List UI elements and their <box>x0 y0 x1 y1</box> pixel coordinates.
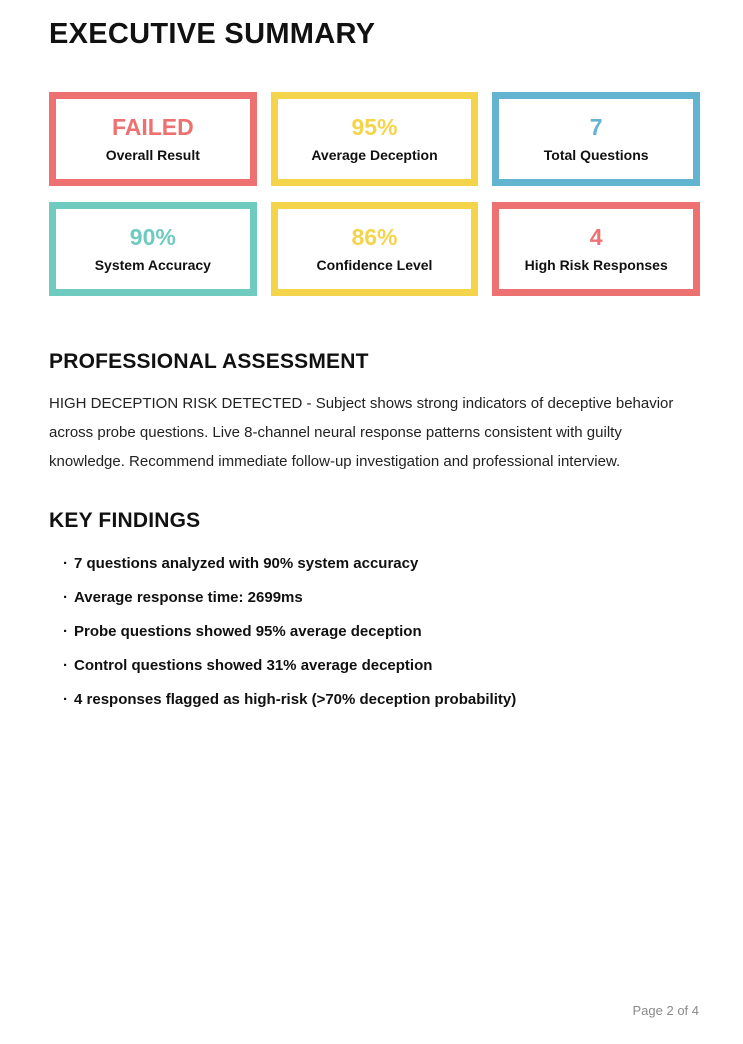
stat-label: Overall Result <box>105 147 200 163</box>
stat-value: 86% <box>351 224 398 250</box>
stat-card <box>49 202 257 296</box>
stat-label: Confidence Level <box>316 257 433 273</box>
bullet-icon: · <box>63 691 68 708</box>
finding-item <box>49 556 698 571</box>
stat-cards-grid <box>49 92 700 296</box>
finding-item <box>49 692 698 707</box>
page-number: Page 2 of 4 <box>632 1003 699 1018</box>
stat-label: Average Deception <box>311 147 438 163</box>
finding-text: Probe questions showed 95% average deception <box>74 623 422 640</box>
stat-value: 7 <box>589 114 603 140</box>
stat-value: 95% <box>351 114 398 140</box>
bullet-icon: · <box>63 623 68 640</box>
finding-text: Control questions showed 31% average deception <box>74 657 433 674</box>
stat-value: FAILED <box>111 114 194 140</box>
finding-text: Average response time: 2699ms <box>74 589 303 606</box>
stat-label: Total Questions <box>543 147 649 163</box>
finding-item <box>49 624 698 639</box>
assessment-heading: PROFESSIONAL ASSESSMENT <box>49 350 369 373</box>
assessment-body: HIGH DECEPTION RISK DETECTED - Subject shows strong indicators of deceptive behavior across probe questions. Live 8-channel neural response patterns consistent with guilty knowledge. Recommend immediate follow-up investigation and professional interview. <box>49 395 674 470</box>
finding-text: 7 questions analyzed with 90% system accuracy <box>74 555 419 572</box>
stat-label: High Risk Responses <box>524 257 668 273</box>
stat-value: 90% <box>129 224 176 250</box>
stat-card <box>271 92 479 186</box>
finding-item <box>49 590 698 605</box>
stat-label: System Accuracy <box>94 257 211 273</box>
stat-value: 4 <box>589 224 603 250</box>
bullet-icon: · <box>63 657 68 674</box>
bullet-icon: · <box>63 555 68 572</box>
findings-heading: KEY FINDINGS <box>49 509 201 532</box>
findings-list <box>49 556 698 707</box>
stat-card <box>49 92 257 186</box>
stat-card <box>492 92 700 186</box>
bullet-icon: · <box>63 589 68 606</box>
finding-text: 4 responses flagged as high-risk (>70% deception probability) <box>74 691 517 708</box>
stat-card <box>271 202 479 296</box>
stat-card <box>492 202 700 296</box>
page-title: EXECUTIVE SUMMARY <box>49 18 376 50</box>
finding-item <box>49 658 698 673</box>
